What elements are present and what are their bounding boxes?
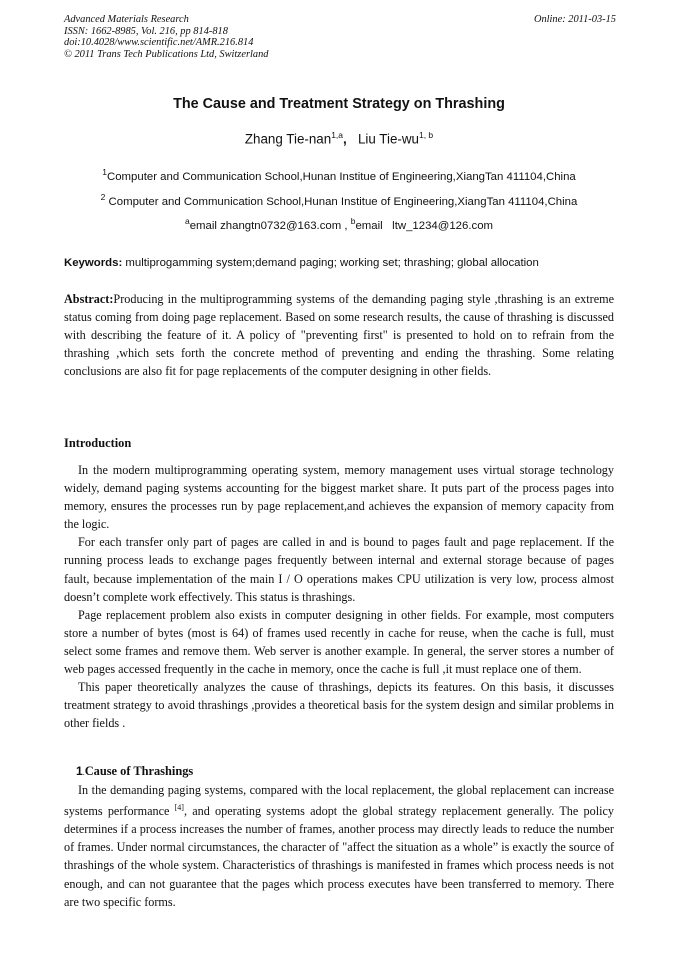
author-2-sup: 1, b: [418, 130, 434, 140]
section-1-text-a: In the demanding paging systems, compared with the local replacement, the global replacement can increase systems performance: [64, 783, 614, 819]
intro-paragraph-4: This paper theoretically analyzes the cause of thrashings, depicts its features. On this basis, it discusses treatment strategy to avoid thrashings ,provides a theoretical basis for the system design and similar problems in other fields .: [64, 680, 614, 731]
email-b-sup: b: [350, 216, 356, 226]
affiliation-1: [64, 167, 614, 183]
intro-paragraph-3: Page replacement problem also exists in computer designing in other fields. For example, most computers store a number of bytes (most is 64) of frames used recently in cache for reuse, when the cache is full, must select some frames and remove them. Web server is another example. In general, the server stores a number of web pages accessed frequently in the cache in memory, once the cache is full ,it must replace one of them.: [64, 607, 614, 677]
author-line: [64, 130, 614, 146]
abstract: [64, 290, 614, 380]
paper-title: The Cause and Treatment Strategy on Thrashing: [173, 96, 505, 112]
copyright-line: © 2011 Trans Tech Publications Ltd, Switzerland: [64, 48, 269, 60]
intro-paragraph-1: In the modern multiprogramming operating system, memory management uses virtual storage technology widely, demand paging systems accounting for the biggest market share. It puts part of the process pages into memory, ensures the processes run by page replacement,and achieves the expansion of memory capacity from the logic.: [64, 463, 614, 532]
section-1-dot: .: [82, 768, 85, 777]
author-separator: ,: [343, 131, 347, 147]
keywords: [64, 257, 616, 269]
online-date: Online: 2011-03-15: [533, 14, 616, 25]
section-1-heading: [76, 764, 193, 779]
email-a-sup: a: [184, 216, 190, 226]
abstract-text: Producing in the multiprogramming systems of the demanding paging style ,thrashing is an extreme status coming from doing page replacement. Based on some research results, the cause of thrashing is discussed with describing the feature of it. A policy of "preventing first" is presented to hold on to refrain from the thrashing ,which sets forth the concrete method of preventing and ending the thrashing. Some relating conclusions are also fit for page replacements of the computer designing in other fields.: [64, 292, 614, 379]
email-a: email zhangtn0732@163.com ,: [189, 219, 348, 232]
journal-name: Advanced Materials Research: [64, 14, 189, 25]
author-1-name: Zhang Tie-nan: [244, 131, 332, 147]
affiliation-2-sup: 2: [100, 192, 106, 202]
keywords-label: Keywords:: [64, 257, 123, 269]
section-1-number: 1: [76, 764, 83, 778]
section-1-paragraph: [64, 781, 614, 911]
doi-line: doi:10.4028/www.scientific.net/AMR.216.814: [64, 37, 254, 48]
journal-header: [64, 14, 616, 60]
affiliation-1-text: Computer and Communication School,Hunan Institue of Engineering,XiangTan 411104,China: [106, 170, 576, 183]
abstract-paragraph: [64, 290, 614, 380]
section-1-text-b: , and operating systems adopt the global strategy replacement generally. The policy determines if a process increases the number of frames, another process may directly leads to reduce the number of frames. Under normal circumstances, the character of "affect the situation as a whole” is exactly the source of thrashings of the whole system. Characteristics of thrashings is manifested in frames which process needs is not enough, and can not guarantee that the pages which process executes have been transferred to memory. There are two specific forms.: [64, 804, 614, 909]
citation-ref: [4]: [174, 803, 184, 813]
section-1-body: [64, 781, 614, 911]
email-line: [64, 216, 614, 232]
introduction-body: [64, 461, 614, 732]
email-b: email ltw_1234@126.com: [355, 219, 494, 232]
introduction-heading: Introduction: [64, 436, 132, 450]
section-1-title: Cause of Thrashings: [84, 764, 194, 778]
abstract-label: Abstract:: [64, 292, 114, 306]
issn-line: ISSN: 1662-8985, Vol. 216, pp 814-818: [64, 25, 228, 37]
affiliation-2: [64, 192, 614, 208]
keywords-text: multiprogamming system;demand paging; working set; thrashing; global allocation: [125, 257, 539, 269]
affiliation-2-text: Computer and Communication School,Hunan Institue of Engineering,XiangTan 411104,China: [108, 195, 578, 208]
author-1-sup: 1,a: [331, 130, 344, 140]
affiliation-1-sup: 1: [102, 167, 107, 177]
author-2-name: Liu Tie-wu: [357, 131, 419, 147]
intro-paragraph-2: For each transfer only part of pages are called in and is bound to pages fault and page replacement. If the running process leads to exchange pages frequently between internal and external storage because of pages fault, because implementation of the main I / O operations makes CPU utilization is very low, process almost doesn’t complete work effectively. This status is thrashings.: [64, 535, 614, 604]
